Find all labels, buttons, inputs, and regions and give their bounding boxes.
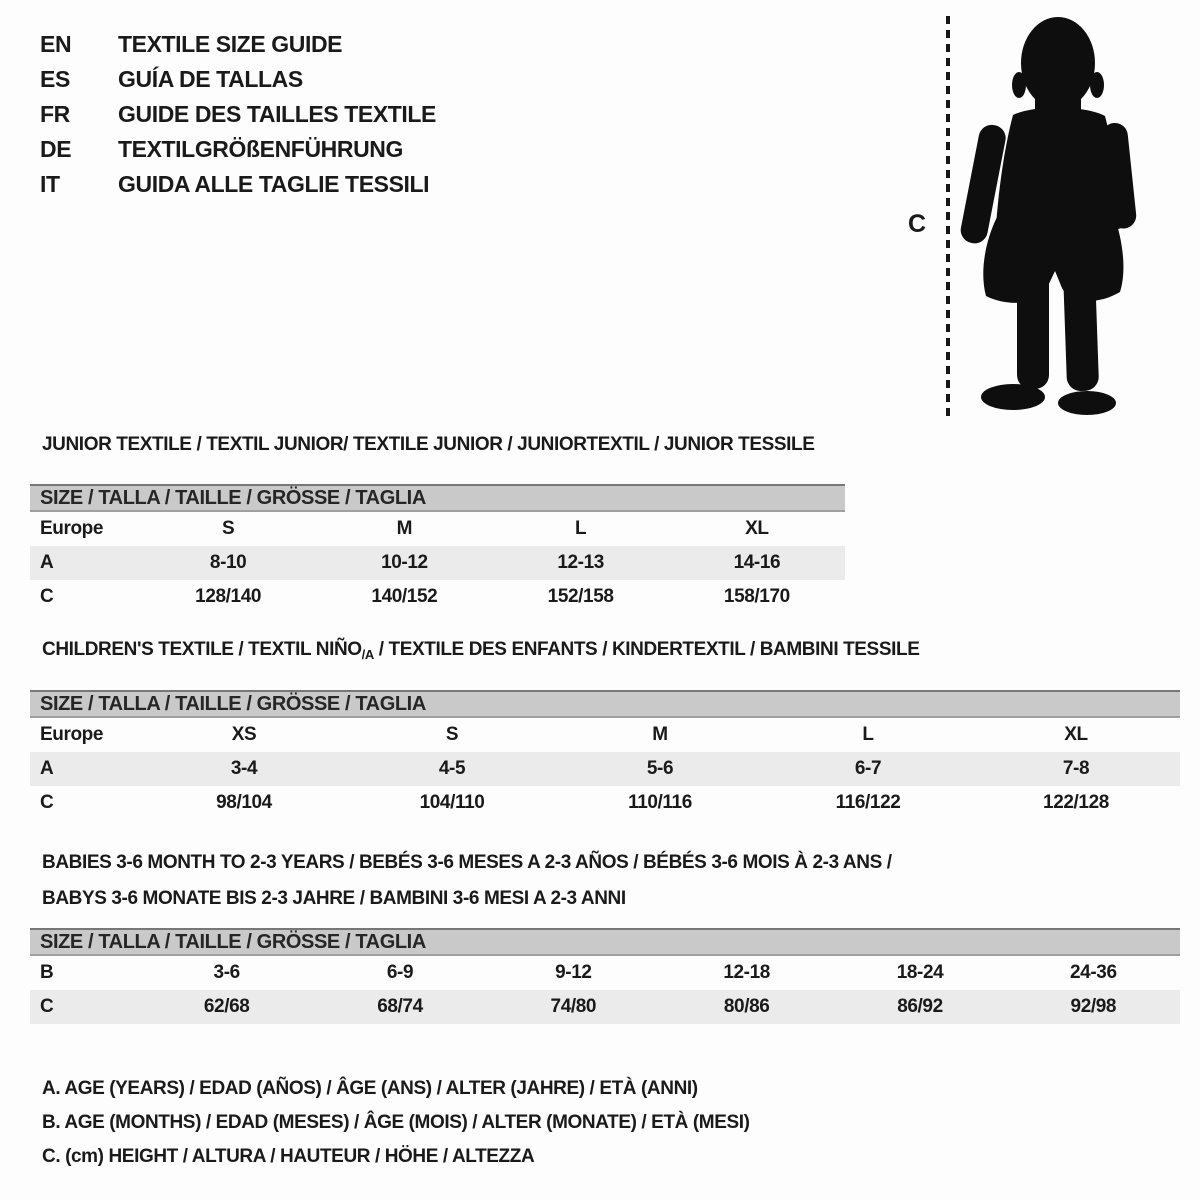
list-item xyxy=(40,97,436,132)
row-label: C xyxy=(40,996,54,1017)
row-label: C xyxy=(40,586,54,607)
children-title-subscript: /A xyxy=(361,647,374,662)
size-cell: 80/86 xyxy=(723,996,770,1017)
list-item xyxy=(40,132,436,167)
height-measure-line xyxy=(946,16,950,416)
size-cell: 104/110 xyxy=(419,792,485,813)
legend-line-c: C. (cm) HEIGHT / ALTURA / HAUTEUR / HÖHE / ALTEZZA xyxy=(42,1146,535,1167)
language-code: DE xyxy=(40,136,72,162)
row-label: A xyxy=(40,552,54,573)
size-cell: 140/152 xyxy=(371,586,438,607)
junior-section xyxy=(30,434,845,614)
table-row xyxy=(30,752,1180,786)
size-cell: XL xyxy=(745,518,769,539)
size-cell: M xyxy=(652,724,668,745)
legend-line-a: A. AGE (YEARS) / EDAD (AÑOS) / ÂGE (ANS) / ALTER (JAHRE) / ETÀ (ANNI) xyxy=(42,1078,698,1099)
language-title: GUIDE DES TAILLES TEXTILE xyxy=(118,101,436,127)
size-header-bar xyxy=(30,928,1180,956)
language-title: GUIDA ALLE TAGLIE TESSILI xyxy=(118,171,430,197)
size-cell: 62/68 xyxy=(203,996,250,1017)
size-cell: 12-13 xyxy=(557,552,604,573)
language-code: IT xyxy=(40,171,60,197)
table-row xyxy=(30,580,845,614)
row-label: Europe xyxy=(40,724,104,745)
size-cell: 9-12 xyxy=(555,962,592,983)
size-cell: 5-6 xyxy=(646,758,674,779)
size-cell: 116/122 xyxy=(835,792,901,813)
table-row xyxy=(30,512,845,546)
size-header-label: SIZE / TALLA / TAILLE / GRÖSSE / TAGLIA xyxy=(40,692,426,715)
size-cell: 110/116 xyxy=(628,792,692,813)
height-figure xyxy=(880,0,1200,430)
children-section xyxy=(30,639,1180,820)
row-label: Europe xyxy=(40,518,104,539)
size-cell: 3-4 xyxy=(230,758,258,779)
size-cell: 7-8 xyxy=(1062,758,1090,779)
row-label: B xyxy=(40,962,54,983)
size-cell: S xyxy=(445,724,459,745)
size-header-label: SIZE / TALLA / TAILLE / GRÖSSE / TAGLIA xyxy=(40,486,426,509)
size-cell: 6-9 xyxy=(386,962,414,983)
size-cell: M xyxy=(396,518,413,539)
list-item xyxy=(40,62,436,97)
language-title: TEXTILE SIZE GUIDE xyxy=(118,31,343,57)
toddler-silhouette-icon xyxy=(955,13,1140,418)
size-cell: L xyxy=(575,518,587,539)
language-list xyxy=(40,27,436,202)
size-cell: XS xyxy=(231,724,257,745)
size-cell: 6-7 xyxy=(854,758,882,779)
size-cell: XL xyxy=(1064,724,1088,745)
size-header-bar xyxy=(30,690,1180,718)
children-title-text: / TEXTILE DES ENFANTS / KINDERTEXTIL / BAMBINI TESSILE xyxy=(373,639,920,660)
list-item xyxy=(40,27,436,62)
row-label: A xyxy=(40,758,54,779)
size-cell: 14-16 xyxy=(733,552,781,573)
size-cell: 18-24 xyxy=(896,962,944,983)
size-cell: 98/104 xyxy=(216,792,272,813)
size-cell: 3-6 xyxy=(213,962,240,983)
language-title: GUÍA DE TALLAS xyxy=(118,66,303,92)
size-cell: 92/98 xyxy=(1070,996,1117,1017)
size-cell: 12-18 xyxy=(723,962,770,983)
height-measure-label: C xyxy=(908,210,926,238)
size-cell: 122/128 xyxy=(1043,792,1109,813)
babies-title-line1: BABIES 3-6 MONTH TO 2-3 YEARS / BEBÉS 3-6 MESES A 2-3 AÑOS / BÉBÉS 3-6 MOIS À 2-3 ANS / xyxy=(42,852,892,873)
table-row xyxy=(30,990,1180,1024)
size-cell: 158/170 xyxy=(723,586,790,607)
size-cell: 4-5 xyxy=(438,758,466,779)
size-cell: 128/140 xyxy=(195,586,262,607)
size-cell: L xyxy=(862,724,874,745)
legend xyxy=(42,1072,750,1174)
table-row xyxy=(30,956,1180,990)
babies-section xyxy=(30,845,1180,1024)
size-cell: 10-12 xyxy=(381,552,428,573)
size-cell: 152/158 xyxy=(547,586,614,607)
size-cell: 68/74 xyxy=(377,996,423,1017)
children-section-title xyxy=(30,639,1180,662)
size-cell: 8-10 xyxy=(209,552,247,573)
size-cell: S xyxy=(221,518,235,539)
size-cell: 24-36 xyxy=(1070,962,1117,983)
language-code: EN xyxy=(40,31,72,57)
row-label: C xyxy=(40,792,54,813)
size-header-bar xyxy=(30,484,845,512)
babies-title-line2: BABYS 3-6 MONATE BIS 2-3 JAHRE / BAMBINI 3-6 MESI A 2-3 ANNI xyxy=(42,888,626,909)
table-row xyxy=(30,546,845,580)
junior-section-title: JUNIOR TEXTILE / TEXTIL JUNIOR/ TEXTILE JUNIOR / JUNIORTEXTIL / JUNIOR TESSILE xyxy=(42,434,815,455)
language-code: FR xyxy=(40,101,70,127)
size-cell: 86/92 xyxy=(897,996,943,1017)
legend-line-b: B. AGE (MONTHS) / EDAD (MESES) / ÂGE (MOIS) / ALTER (MONATE) / ETÀ (MESI) xyxy=(42,1112,750,1133)
size-cell: 74/80 xyxy=(550,996,597,1017)
size-header-label: SIZE / TALLA / TAILLE / GRÖSSE / TAGLIA xyxy=(40,930,426,953)
list-item xyxy=(40,167,436,202)
table-row xyxy=(30,786,1180,820)
table-row xyxy=(30,718,1180,752)
language-title: TEXTILGRÖßENFÜHRUNG xyxy=(118,136,403,162)
babies-section-title xyxy=(30,845,1180,917)
children-title-text: CHILDREN'S TEXTILE / TEXTIL NIÑO xyxy=(42,639,362,660)
language-code: ES xyxy=(40,66,70,92)
